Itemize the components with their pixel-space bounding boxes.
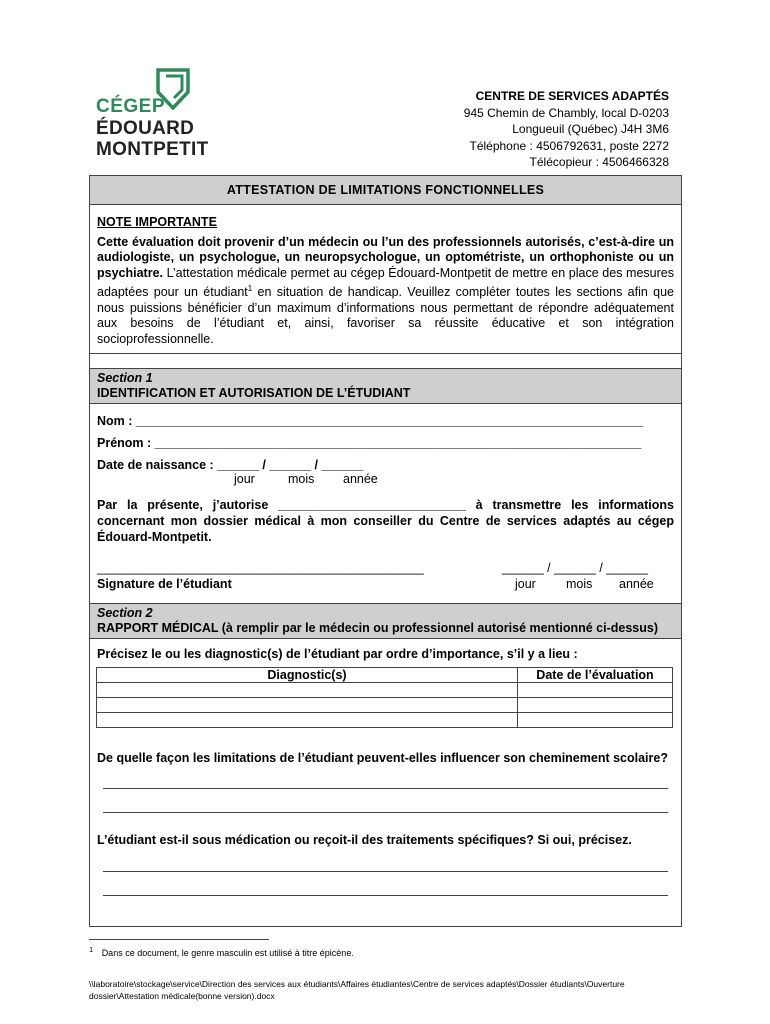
section2-heading: RAPPORT MÉDICAL (à remplir par le médecin ou professionnel autorisé mentionné ci-dessus) [97, 621, 658, 636]
table-row [97, 698, 673, 713]
signature-line[interactable]: _______________________________________________ [97, 561, 424, 576]
footnote-number: 1 [89, 945, 94, 954]
address-block [464, 88, 669, 171]
nom-field[interactable]: Nom : _________________________________________________________________________ [97, 414, 644, 429]
sig-date-jour: jour [515, 577, 536, 592]
authorization-text: Par la présente, j’autorise ___________________________ à transmettre les informations concernant mon dossier médical à mon conseiller du Centre de services adaptés au cégep Édouard-Montpetit. [97, 498, 674, 545]
service-name: CENTRE DE SERVICES ADAPTÉS [475, 89, 669, 103]
note-text-b: en situation de handicap. Veuillez compléter toutes les sections afin que nous puissions bénéficier d’un maximum d’informations nous permettant de répondre adéquatement aux besoins de l’étudiant et, ainsi, favoriser sa réussite éducative et son intégration socioprofessionnelle. [97, 285, 674, 346]
file-path: \\laboratoire\stockage\service\Direction des services aux étudiants\Affaires étudiantes\Centre de services adaptés\Dossier étudiants\Ouverture dossier\Attestation médicale(bonne version).docx [89, 979, 625, 1001]
note-heading: NOTE IMPORTANTE [97, 215, 217, 229]
dob-field[interactable]: Date de naissance : ______ / ______ / ______ [97, 458, 364, 473]
col-diagnostic: Diagnostic(s) [97, 668, 518, 683]
signature-date-line[interactable]: ______ / ______ / ______ [502, 561, 648, 576]
form-box [89, 175, 682, 927]
sig-date-mois: mois [566, 577, 593, 592]
col-date-evaluation: Date de l’évaluation [518, 668, 673, 683]
limitations-answer-line[interactable] [103, 798, 668, 813]
college-logo [96, 68, 226, 160]
section1-heading: IDENTIFICATION ET AUTORISATION DE L’ÉTUDIANT [97, 386, 411, 401]
date-cell[interactable] [518, 698, 673, 713]
table-row [97, 713, 673, 728]
address-phone: Téléphone : 4506792631, poste 2272 [469, 138, 669, 153]
footnote-ref: 1 [247, 284, 253, 293]
dob-jour: jour [234, 472, 255, 487]
diagnostic-question: Précisez le ou les diagnostic(s) de l’étudiant par ordre d’importance, s’il y a lieu : [97, 647, 578, 662]
note-bold-text: Cette évaluation doit provenir d’un médecin ou l’un des professionnels autorisés, c’est-à-dire un audiologiste, un psychologue, un neuropsychologue, un optométriste, un orthophoniste ou un psychiatre. [97, 234, 674, 280]
footnote-text: Dans ce document, le genre masculin est utilisé à titre épicène. [101, 948, 354, 958]
limitations-question: De quelle façon les limitations de l’étudiant peuvent-elles influencer son cheminement scolaire? [97, 751, 668, 766]
logo-line-1: CÉGEP [96, 96, 166, 117]
sig-date-annee: année [619, 577, 654, 592]
medication-question: L’étudiant est-il sous médication ou reçoit-il des traitements spécifiques? Si oui, précisez. [97, 833, 632, 848]
limitations-answer-line[interactable] [103, 774, 668, 789]
diagnostic-cell[interactable] [97, 683, 518, 698]
table-row [97, 683, 673, 698]
medication-answer-line[interactable] [103, 881, 668, 896]
section1-header [90, 369, 681, 404]
date-cell[interactable] [518, 683, 673, 698]
footnote [89, 945, 354, 958]
logo-line-3: MONTPETIT [96, 139, 209, 160]
diagnostic-cell[interactable] [97, 698, 518, 713]
address-city: Longueuil (Québec) J4H 3M6 [512, 122, 669, 136]
address-street: 945 Chemin de Chambly, local D-0203 [463, 105, 669, 120]
section2-label: Section 2 [97, 606, 153, 621]
note-text-a: L’attestation médicale permet au cégep Édouard-Montpetit de mettre en place des mesures adaptées pour un étudiant [97, 265, 674, 300]
medication-answer-line[interactable] [103, 857, 668, 872]
section2-header [90, 603, 681, 639]
note-section [90, 205, 681, 354]
signature-label: Signature de l’étudiant [97, 577, 232, 592]
diagnostic-table [96, 667, 673, 728]
dob-annee: année [343, 472, 378, 487]
dob-mois: mois [288, 472, 315, 487]
prenom-field[interactable]: Prénom : ______________________________________________________________________ [97, 436, 642, 451]
address-fax: Télécopieur : 4506466328 [529, 155, 669, 169]
section1-label: Section 1 [97, 371, 153, 386]
diagnostic-cell[interactable] [97, 713, 518, 728]
footnote-divider [89, 939, 269, 940]
date-cell[interactable] [518, 713, 673, 728]
logo-line-2: ÉDOUARD [96, 118, 195, 139]
form-title: ATTESTATION DE LIMITATIONS FONCTIONNELLES [90, 176, 681, 205]
